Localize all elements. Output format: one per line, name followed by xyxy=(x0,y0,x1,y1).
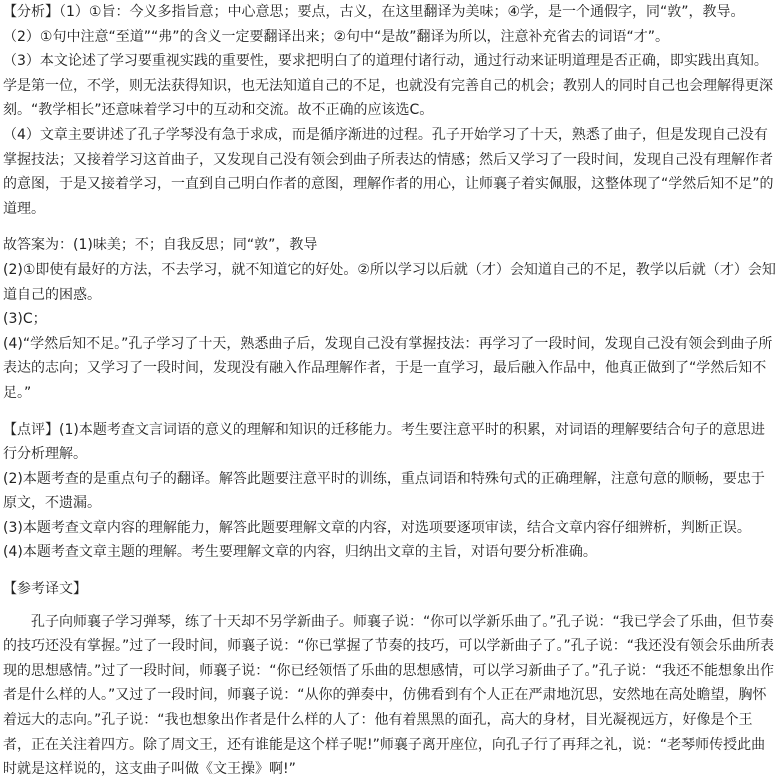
section-gap xyxy=(3,406,778,418)
answer-line-1: 故答案为：(1)味美；不；自我反思；同“敦”，教导 xyxy=(3,237,318,254)
answers-section xyxy=(3,233,778,405)
comment-line-4: (4)本题考查文章主题的理解。考生要理解文章的内容，归纳出文章的主旨，对语句要分析准确。 xyxy=(3,544,597,561)
comments-section xyxy=(3,418,778,566)
comment-line-1: 【点评】(1)本题考查文言词语的意义的理解和知识的迁移能力。考生要注意平时的积累，对词语的理解要结合句子的意思进行分析理解。 xyxy=(3,421,765,463)
translation-text: 孔子向师襄子学习弹琴，练了十天却不另学新曲子。师襄子说：“你可以学新乐曲了。”孔子说：“我已学会了乐曲，但节奏的技巧还没有掌握。”过了一段时间，师襄子说：“你已掌握了节奏的技巧，可以学新曲子了。”孔子说：“我还没有领会乐曲所表现的思想感情。”过了一段时间，师襄子说：“你已经领悟了乐曲的思想感情，可以学习新曲子了。”孔子说：“我还不能想象出作者是什么样的人。”又过了一段时间，师襄子说：“从你的弹奏中，仿佛看到有个人正在严肃地沉思，安然地在高处瞻望，胸怀着远大的志向。”孔子说：“我也想象出作者是什么样的人了：他有着黑黑的面孔，高大的身材，目光凝视远方，好像是个王者，正在关注着四方。除了周文王，还有谁能是这个样子呢!”师襄子离开座位，向孔子行了再拜之礼，说：“老琴师传授此曲时就是这样说的，这支曲子叫做《文王操》啊!” xyxy=(3,613,775,778)
comment-line-2: (2)本题考查的是重点句子的翻译。解答此题要注意平时的训练，重点词语和特殊句式的正确理解，注意句意的顺畅，要忠于原文，不遗漏。 xyxy=(3,470,765,512)
section-gap xyxy=(3,565,778,577)
answer-line-2: (2)①即使有最好的方法，不去学习，就不知道它的好处。②所以学习以后就（才）会知道自己的不足，教学以后就（才）会知道自己的困惑。 xyxy=(3,261,776,303)
analysis-line-2: （2）①句中注意“至道”“弗”的含义一定要翻译出来；②句中“是故”翻译为所以，注意补充省去的词语“才”。 xyxy=(3,28,670,45)
analysis-line-4: （4）文章主要讲述了孔子学琴没有急于求成，而是循序渐进的过程。孔子开始学习了十天，熟悉了曲子，但是发现自己没有掌握技法；又接着学习这首曲子，又发现自己没有领会到曲子所表达的情感；然后又学习了一段时间，发现自己没有理解作者的意图，于是又接着学习，一直到自己明白作者的意图，理解作者的用心，让师襄子着实佩服，这整体现了“学然后知不足”的道理。 xyxy=(3,126,774,217)
translation-heading: 【参考译文】 xyxy=(3,581,87,598)
analysis-section xyxy=(3,0,778,221)
analysis-line-3: （3）本文论述了学习要重视实践的重要性，要求把明白了的道理付诸行动，通过行动来证明道理是否正确，即实践出真知。学是第一位，不学，则无法获得知识，也无法知道自己的不足，也就没有完善自己的机会；教别人的同时自己也会理解得更深刻。“教学相长”还意味着学习中的互动和交流。故不正确的应该选C。 xyxy=(3,53,773,119)
analysis-line-1: 【分析】（1）①旨：今义多指旨意；中心意思；要点，古义，在这里翻译为美味；④学，是一个通假字，同“敦”，教导。 xyxy=(3,4,745,20)
comment-line-3: (3)本题考查文章内容的理解能力，解答此题要理解文章的内容，对选项要逐项审读，结合文章内容仔细辨析，判断正误。 xyxy=(3,519,751,536)
translation-section xyxy=(3,577,778,782)
heading-gap xyxy=(3,602,778,610)
answer-line-3: (3)C； xyxy=(3,311,47,328)
section-gap xyxy=(3,221,778,233)
answer-line-4: (4)“学然后知不足。”孔子学习了十天，熟悉曲子后，发现自己没有掌握技法：再学习了一段时间，发现自己没有领会到曲子所表达的志向；又学习了一段时间，发现没有融入作品理解作者，于是一直学习，最后融入作品中，他真正做到了“学然后知不足。” xyxy=(3,335,773,401)
